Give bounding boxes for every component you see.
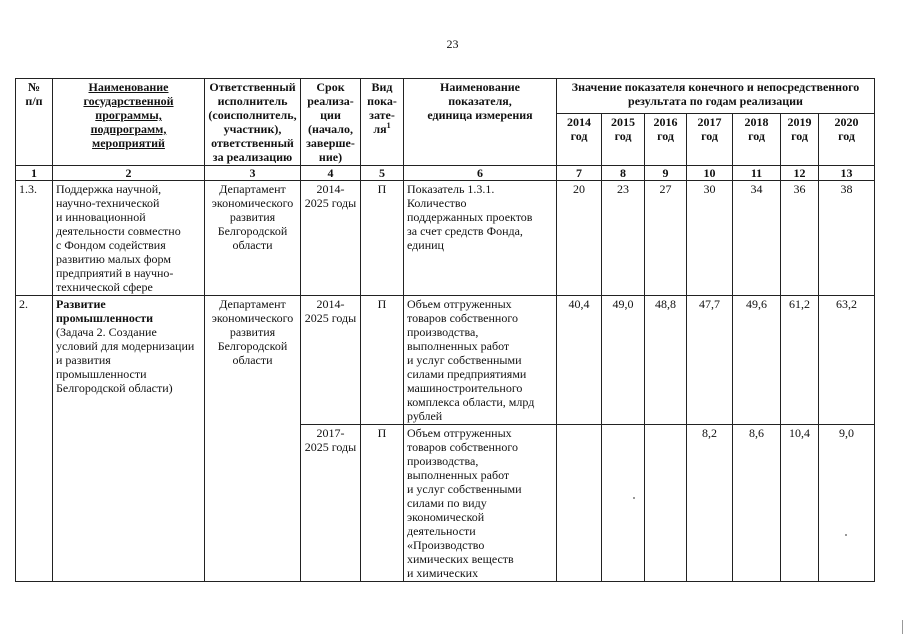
value-2018: 49,6 [733,296,781,425]
column-number: 7 [557,166,602,181]
indicator-name: Объем отгруженных товаров собственного производства, выполненных работ и услуг собственными силами предприятиями машиностроительного комплекса области, млрд рублей [404,296,557,425]
footnote-marker: 1 [386,121,391,130]
column-number: 13 [819,166,875,181]
indicator-type: П [361,425,404,582]
indicator-name: Объем отгруженных товаров собственного производства, выполненных работ и услуг собственными силами по виду экономической деятельности «Производство химических веществ и химических [404,425,557,582]
value-2016 [645,425,687,582]
period: 2014- 2025 годы [301,296,361,425]
value-2017: 47,7 [687,296,733,425]
value-2019: 36 [781,181,819,296]
column-number-row [16,166,875,181]
header-year: 2016 год [645,114,687,166]
indicator-type: П [361,181,404,296]
column-number: 8 [602,166,645,181]
period: 2017- 2025 годы [301,425,361,582]
table-row [16,181,875,296]
value-2015: 23 [602,181,645,296]
value-2015 [602,425,645,582]
header-num: № п/п [16,79,53,166]
value-2016: 27 [645,181,687,296]
value-2019: 61,2 [781,296,819,425]
value-2020: 9,0 [819,425,875,582]
header-year: 2017 год [687,114,733,166]
indicator-type: П [361,296,404,425]
value-2019: 10,4 [781,425,819,582]
header-indicator-type [361,79,404,166]
header-values-group: Значение показателя конечного и непосредственного результата по годам реализации [557,79,875,114]
value-2017: 30 [687,181,733,296]
measure-name-detail: (Задача 2. Создание условий для модернизации и развития промышленности Белгородской области) [56,325,195,395]
executor: Департамент экономического развития Белгородской области [205,296,301,582]
table-row [16,296,875,425]
column-number: 5 [361,166,404,181]
indicator-name: Показатель 1.3.1. Количество поддержанных проектов за счет средств Фонда, единиц [404,181,557,296]
column-number: 11 [733,166,781,181]
value-2014: 40,4 [557,296,602,425]
value-2015: 49,0 [602,296,645,425]
program-indicators-table [15,78,875,582]
column-number: 3 [205,166,301,181]
page-number: 23 [446,37,459,51]
value-2020: 63,2 [819,296,875,425]
header-year: 2020 год [819,114,875,166]
measure-name: Поддержка научной, научно-технической и инновационной деятельности совместно с Фондом содействия развитию малых форм предприятий в научно- технической сфере [53,181,205,296]
executor: Департамент экономического развития Белгородской области [205,181,301,296]
value-2018: 34 [733,181,781,296]
column-number: 6 [404,166,557,181]
value-2020: 38 [819,181,875,296]
column-number: 9 [645,166,687,181]
header-program-name: Наименование государственной программы, подпрограмм, мероприятий [53,79,205,166]
row-number: 1.3. [16,181,53,296]
column-number: 1 [16,166,53,181]
column-number: 10 [687,166,733,181]
scan-speck [633,497,635,499]
scan-edge-mark [902,620,903,634]
measure-name-bold: Развитие промышленности [56,297,154,325]
header-row-top [16,79,875,114]
header-year: 2015 год [602,114,645,166]
value-2014: 20 [557,181,602,296]
row-number: 2. [16,296,53,582]
value-2016: 48,8 [645,296,687,425]
measure-name [53,296,205,582]
value-2017: 8,2 [687,425,733,582]
header-executor: Ответственный исполнитель (соисполнитель, участник), ответственный за реализацию [205,79,301,166]
header-year: 2014 год [557,114,602,166]
column-number: 4 [301,166,361,181]
header-year: 2018 год [733,114,781,166]
header-indicator-name: Наименование показателя, единица измерения [404,79,557,166]
column-number: 2 [53,166,205,181]
value-2018: 8,6 [733,425,781,582]
scan-speck [845,534,847,536]
header-year: 2019 год [781,114,819,166]
column-number: 12 [781,166,819,181]
period: 2014- 2025 годы [301,181,361,296]
header-indicator-type-text: Вид пока- зате- ля [367,80,397,136]
header-period: Срок реализа- ции (начало, заверше- ние) [301,79,361,166]
value-2014 [557,425,602,582]
